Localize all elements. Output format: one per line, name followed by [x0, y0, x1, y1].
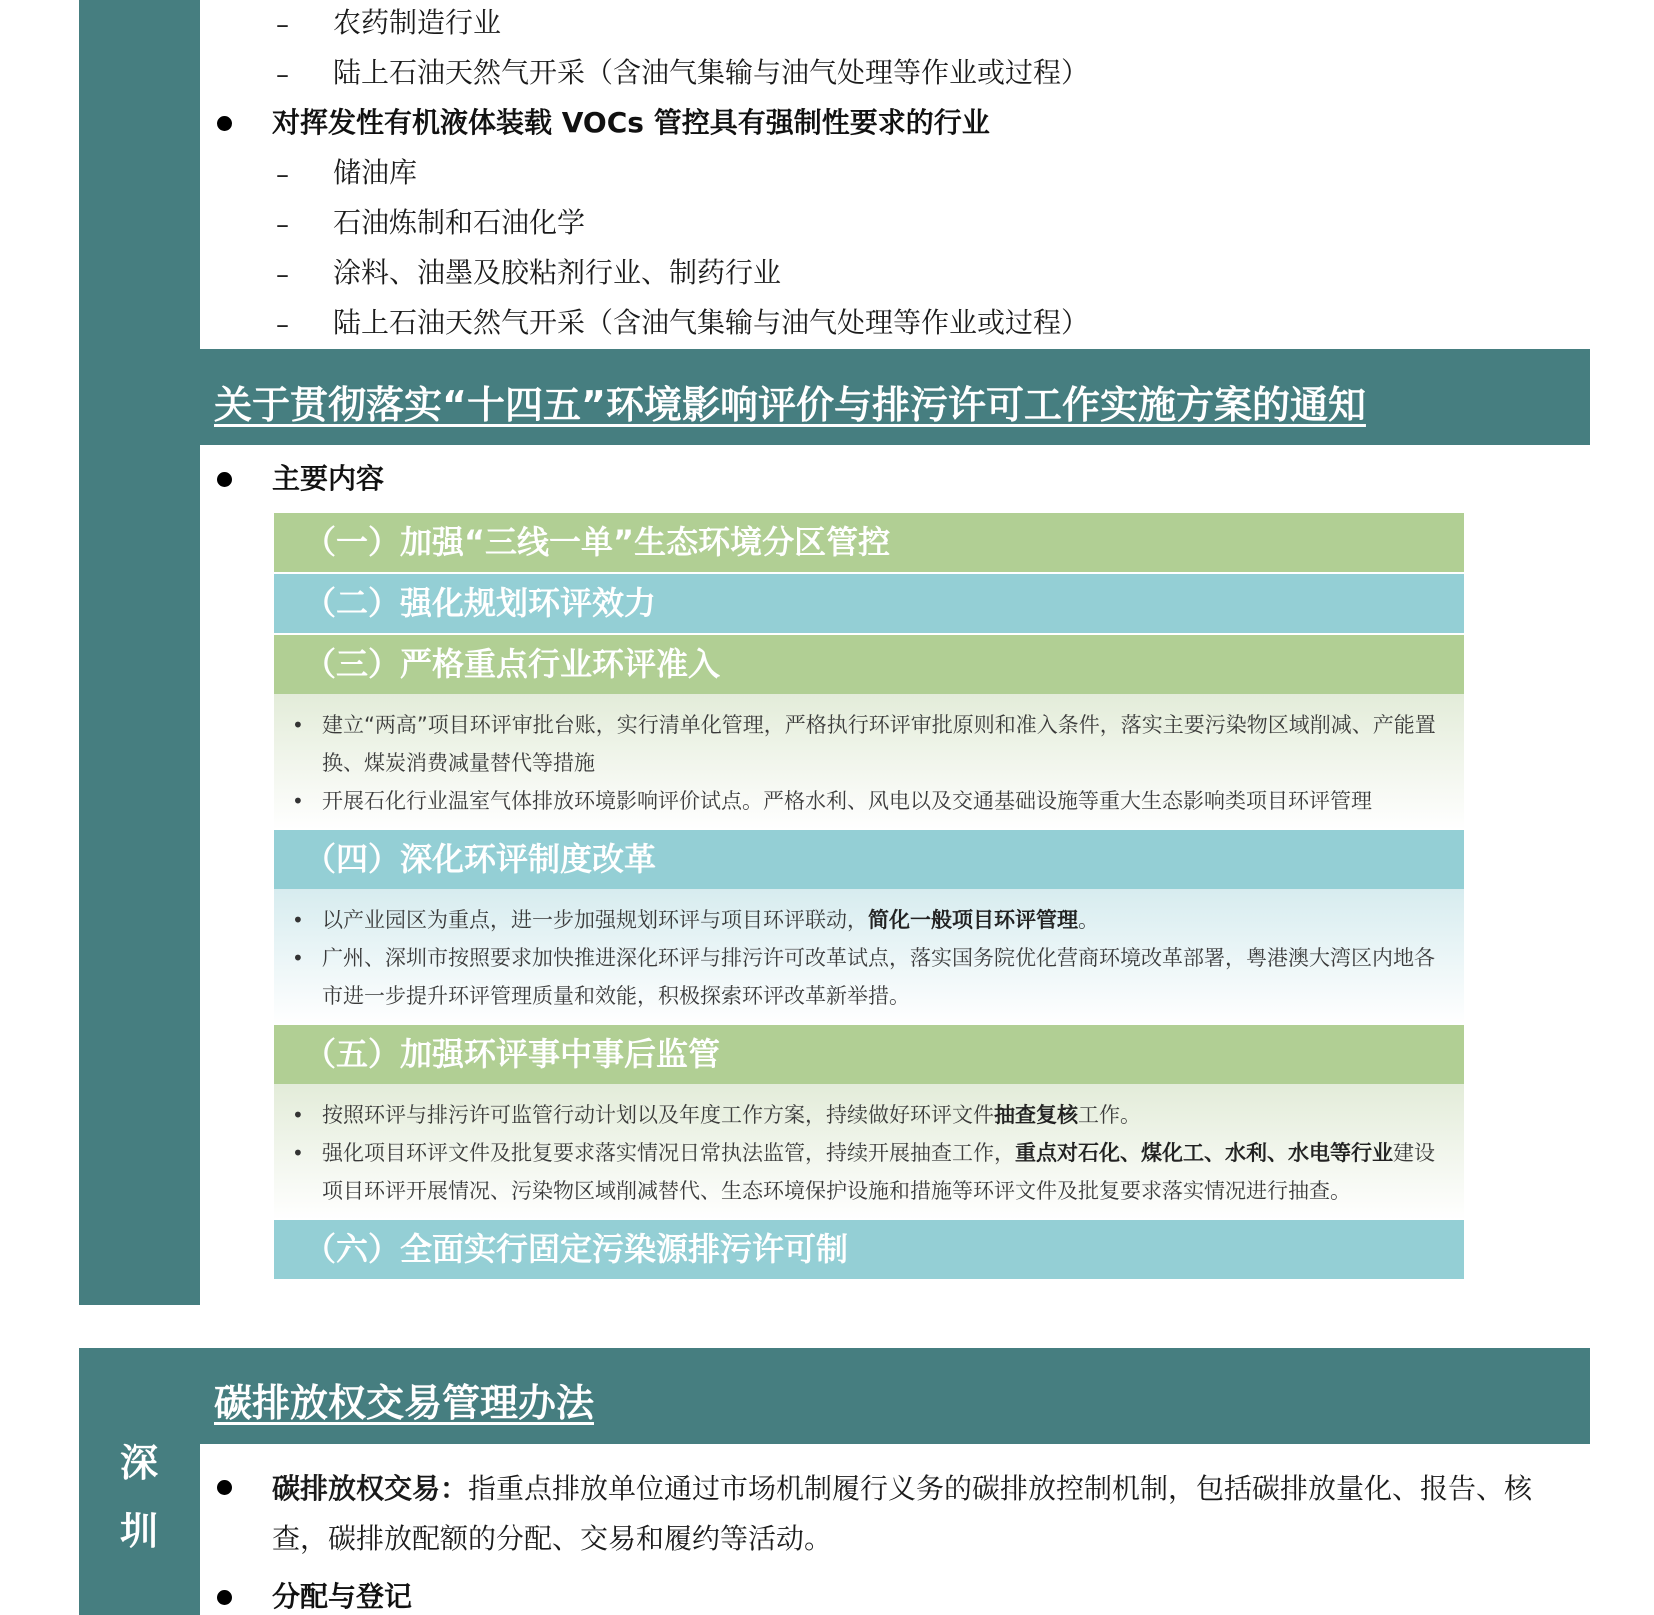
box-item [322, 1096, 1442, 1134]
definition-text: 指重点排放单位通过市场机制履行义务的碳排放控制机制，包括碳排放量化、报告、核查，碳排放配额的分配、交易和履约等活动。 [272, 1472, 1533, 1555]
dash-marker: – [276, 260, 289, 290]
box-header-2: （二）强化规划环评效力 [274, 574, 1464, 633]
box-item-text: 以产业园区为重点，进一步加强规划环评与项目环评联动， [322, 908, 868, 932]
dash-marker: – [276, 310, 289, 340]
list-item: 农药制造行业 [333, 6, 502, 39]
small-bullet-icon: • [292, 1103, 304, 1127]
list-heading: 对挥发性有机液体装载 VOCs 管控具有强制性要求的行业 [272, 106, 990, 139]
definition-term: 碳排放权交易： [272, 1472, 469, 1505]
section-title: 关于贯彻落实“十四五”环境影响评价与排污许可工作实施方案的通知 [214, 383, 1366, 427]
region-label-char: 深 [119, 1441, 158, 1485]
box-header-5: （五）加强环评事中事后监管 [274, 1025, 1464, 1084]
list-item: 石油炼制和石油化学 [333, 206, 586, 239]
box-header-6: （六）全面实行固定污染源排污许可制 [274, 1220, 1464, 1279]
box-header-3: （三）严格重点行业环评准入 [274, 635, 1464, 694]
dash-marker: – [276, 210, 289, 240]
small-bullet-icon: • [292, 946, 304, 970]
bullet-dot-icon [217, 1480, 232, 1495]
bullet-dot-icon [217, 472, 232, 487]
list-item: 储油库 [333, 156, 418, 189]
box-item: 开展石化行业温室气体排放环境影响评价试点。严格水利、风电以及交通基础设施等重大生态影响类项目环评管理 [322, 789, 1372, 813]
list-heading: 分配与登记 [272, 1580, 413, 1613]
bullet-dot-icon [217, 116, 232, 131]
box-item [322, 901, 1442, 939]
left-sidebar-top [79, 0, 200, 1305]
box-header-4: （四）深化环评制度改革 [274, 830, 1464, 889]
box-item [322, 1134, 1442, 1210]
small-bullet-icon: • [292, 908, 304, 932]
box-item-text: 按照环评与排污许可监管行动计划以及年度工作方案，持续做好环评文件 [322, 1103, 994, 1127]
small-bullet-icon: • [292, 1141, 304, 1165]
box-header-1: （一）加强“三线一单”生态环境分区管控 [274, 513, 1464, 572]
dash-marker: – [276, 10, 289, 40]
section-title: 碳排放权交易管理办法 [214, 1381, 595, 1425]
box-item: 建立“两高”项目环评审批台账，实行清单化管理，严格执行环评审批原则和准入条件，落实主要污染物区域削减、产能置换、煤炭消费减量替代等措施 [322, 713, 1436, 775]
definition-paragraph [272, 1464, 1572, 1564]
box-item-text: 强化项目环评文件及批复要求落实情况日常执法监管，持续开展抽查工作， [322, 1141, 1015, 1165]
region-label-char: 圳 [119, 1509, 158, 1553]
box-item: 广州、深圳市按照要求加快推进深化环评与排污许可改革试点，落实国务院优化营商环境改革部署，粤港澳大湾区内地各市进一步提升环评管理质量和效能，积极探索环评改革新举措。 [322, 946, 1435, 1008]
small-bullet-icon: • [292, 713, 304, 737]
box-item-emphasis: 重点对石化、煤化工、水利、水电等行业 [1015, 1141, 1393, 1165]
dash-marker: – [276, 160, 289, 190]
dash-marker: – [276, 60, 289, 90]
box-item-text: 。 [1078, 908, 1099, 932]
small-bullet-icon: • [292, 789, 304, 813]
box-item-emphasis: 简化一般项目环评管理 [868, 908, 1078, 932]
bullet-dot-icon [217, 1590, 232, 1605]
box-item-text: 建设项目环评开展情况、污染物区域削减替代、生态环境保护设施和措施等环评文件及批复要求落实情况进行抽查。 [322, 1141, 1435, 1203]
list-item: 陆上石油天然气开采（含油气集输与油气处理等作业或过程） [333, 306, 1090, 339]
list-item: 涂料、油墨及胶粘剂行业、制药行业 [333, 256, 782, 289]
box-item-text: 工作。 [1078, 1103, 1141, 1127]
list-item: 陆上石油天然气开采（含油气集输与油气处理等作业或过程） [333, 56, 1090, 89]
list-heading: 主要内容 [272, 462, 385, 495]
box-item-emphasis: 抽查复核 [994, 1103, 1078, 1127]
